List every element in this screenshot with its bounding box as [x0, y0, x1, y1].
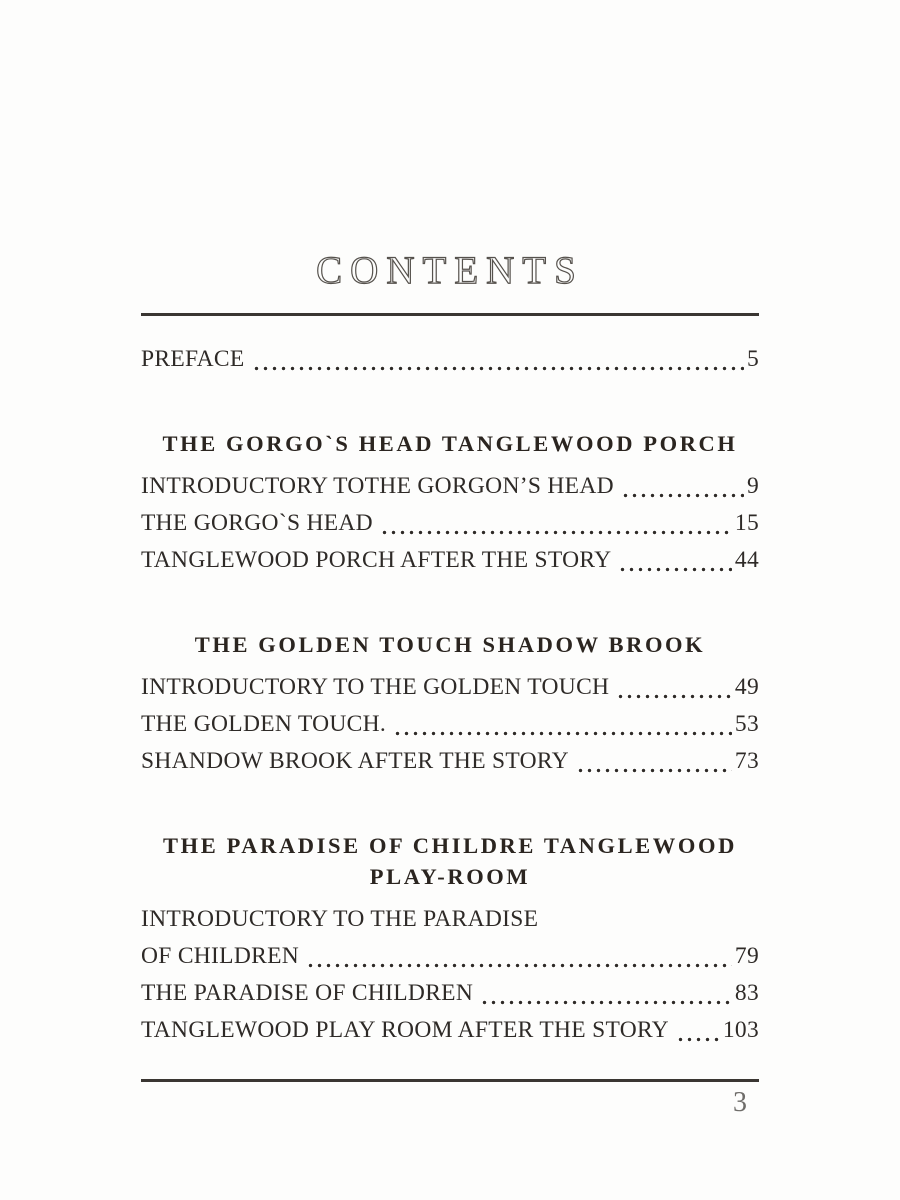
dot-leader — [306, 963, 732, 968]
toc-entry-label: INTRODUCTORY TOTHE GORGON’S HEAD — [141, 473, 614, 499]
toc-entry-label: INTRODUCTORY TO THE PARADISE — [141, 906, 539, 932]
toc-entry-page: 79 — [734, 943, 759, 969]
toc-entry — [141, 938, 759, 975]
toc-section — [141, 428, 759, 579]
toc-entry-page: 44 — [734, 547, 759, 573]
dot-leader — [618, 567, 732, 572]
page-number: 3 — [733, 1087, 747, 1118]
toc-entry-page: 83 — [734, 980, 759, 1006]
toc-section — [141, 830, 759, 1049]
toc-entry — [141, 901, 759, 938]
toc-entry — [141, 743, 759, 780]
toc-entry — [141, 1012, 759, 1049]
toc-entry-label: PREFACE — [141, 346, 245, 372]
toc-entry-page: 5 — [746, 346, 759, 372]
section-heading: THE GORGO`S HEAD TANGLEWOOD PORCH — [162, 431, 738, 456]
toc-entry — [141, 669, 759, 706]
toc-entry — [141, 542, 759, 579]
dot-leader — [480, 1000, 732, 1005]
toc-entry-label: THE GOLDEN TOUCH. — [141, 711, 387, 737]
toc-entry-page: 15 — [734, 510, 759, 536]
toc-sections — [141, 428, 759, 1049]
toc-entry-page: 103 — [722, 1017, 759, 1043]
contents-column — [141, 0, 759, 1120]
toc-entry — [141, 468, 759, 505]
dot-leader — [252, 366, 744, 371]
toc-entry-page: 53 — [734, 711, 759, 737]
dot-leader — [621, 493, 744, 498]
bottom-rule — [141, 1079, 759, 1082]
toc-entry — [141, 975, 759, 1012]
toc-entry-label: THE GORGO`S HEAD — [141, 510, 373, 536]
toc-entry-label: OF CHILDREN — [141, 943, 300, 969]
dot-leader — [576, 768, 732, 773]
dot-leader — [393, 731, 732, 736]
dot-leader — [380, 530, 732, 535]
dot-leader — [616, 694, 732, 699]
toc-entry-label: TANGLEWOOD PLAY ROOM AFTER THE STORY — [141, 1017, 669, 1043]
toc-entry-label: TANGLEWOOD PORCH AFTER THE STORY — [141, 547, 612, 573]
toc-entry — [141, 706, 759, 743]
toc-entry-page: 73 — [734, 748, 759, 774]
section-heading: THE PARADISE OF CHILDRE TANGLEWOOD PLAY-ROOM — [163, 833, 737, 889]
toc-entry-label: SHANDOW BROOK AFTER THE STORY — [141, 748, 569, 774]
section-heading: THE GOLDEN TOUCH SHADOW BROOK — [194, 632, 706, 657]
top-rule — [141, 313, 759, 316]
page-title: CONTENTS — [316, 249, 584, 292]
toc-entry-label: THE PARADISE OF CHILDREN — [141, 980, 474, 1006]
toc-entry-page: 9 — [746, 473, 759, 499]
toc-entry-label: INTRODUCTORY TO THE GOLDEN TOUCH — [141, 674, 610, 700]
toc-section — [141, 629, 759, 780]
dot-leader — [676, 1037, 720, 1042]
toc-entry — [141, 505, 759, 542]
toc-entry-page: 49 — [734, 674, 759, 700]
toc-entry-preface — [141, 341, 759, 378]
